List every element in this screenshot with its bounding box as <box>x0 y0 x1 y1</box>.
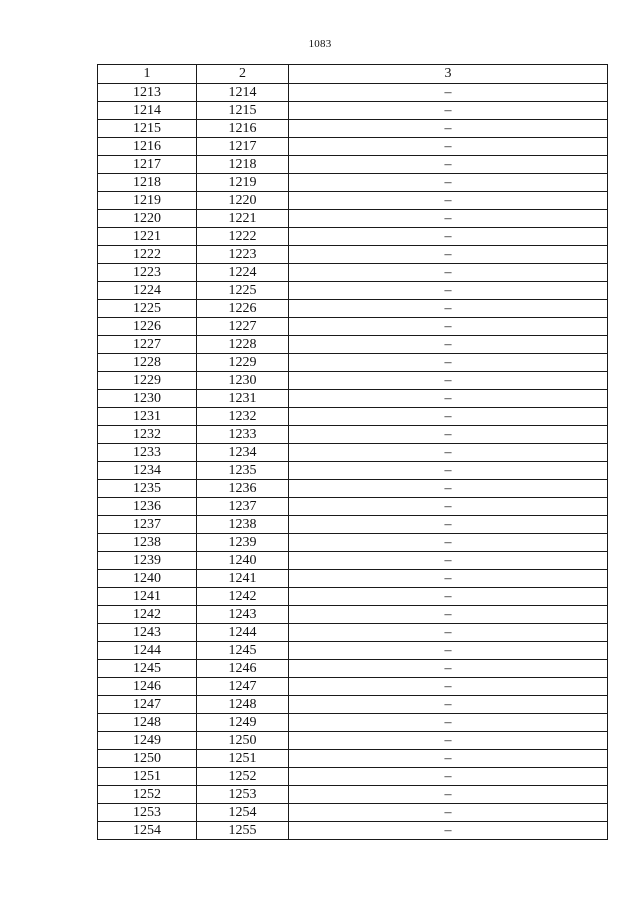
table-cell-col-2: 1254 <box>197 804 289 822</box>
table-row <box>98 660 608 678</box>
table-cell-col-2: 1248 <box>197 696 289 714</box>
table-row <box>98 732 608 750</box>
table-cell-col-3: – <box>289 246 608 264</box>
table-cell-col-2: 1222 <box>197 228 289 246</box>
table-cell-col-1: 1239 <box>98 552 197 570</box>
table-cell-col-3: – <box>289 498 608 516</box>
table-cell-col-3: – <box>289 300 608 318</box>
table-row <box>98 84 608 102</box>
table-cell-col-3: – <box>289 408 608 426</box>
table-cell-col-1: 1214 <box>98 102 197 120</box>
table-cell-col-3: – <box>289 444 608 462</box>
table-cell-col-1: 1228 <box>98 354 197 372</box>
table-cell-col-2: 1242 <box>197 588 289 606</box>
table-cell-col-3: – <box>289 372 608 390</box>
table-cell-col-1: 1240 <box>98 570 197 588</box>
table-row <box>98 336 608 354</box>
table-row <box>98 120 608 138</box>
table-cell-col-2: 1227 <box>197 318 289 336</box>
table-header <box>98 65 608 84</box>
table-cell-col-1: 1241 <box>98 588 197 606</box>
table-cell-col-2: 1240 <box>197 552 289 570</box>
table-cell-col-2: 1234 <box>197 444 289 462</box>
table-row <box>98 462 608 480</box>
column-header-2: 2 <box>197 65 289 84</box>
table-row <box>98 534 608 552</box>
table-cell-col-2: 1230 <box>197 372 289 390</box>
table-row <box>98 516 608 534</box>
table-cell-col-2: 1219 <box>197 174 289 192</box>
table-cell-col-3: – <box>289 282 608 300</box>
page-number: 1083 <box>308 38 332 50</box>
table-cell-col-3: – <box>289 138 608 156</box>
table-cell-col-3: – <box>289 714 608 732</box>
table-cell-col-1: 1244 <box>98 642 197 660</box>
table-cell-col-1: 1217 <box>98 156 197 174</box>
table-cell-col-3: – <box>289 822 608 840</box>
table-cell-col-3: – <box>289 462 608 480</box>
table-cell-col-3: – <box>289 642 608 660</box>
table-row <box>98 138 608 156</box>
table-cell-col-3: – <box>289 336 608 354</box>
table-cell-col-1: 1223 <box>98 264 197 282</box>
table-cell-col-3: – <box>289 534 608 552</box>
table-cell-col-3: – <box>289 84 608 102</box>
table-cell-col-1: 1230 <box>98 390 197 408</box>
table-cell-col-2: 1253 <box>197 786 289 804</box>
table-cell-col-1: 1220 <box>98 210 197 228</box>
table-cell-col-2: 1251 <box>197 750 289 768</box>
table-row <box>98 174 608 192</box>
table-cell-col-1: 1235 <box>98 480 197 498</box>
table-cell-col-2: 1221 <box>197 210 289 228</box>
table-cell-col-1: 1246 <box>98 678 197 696</box>
table-cell-col-2: 1217 <box>197 138 289 156</box>
table-cell-col-3: – <box>289 102 608 120</box>
table-cell-col-1: 1254 <box>98 822 197 840</box>
column-header-1: 1 <box>98 65 197 84</box>
table-cell-col-3: – <box>289 786 608 804</box>
table-cell-col-1: 1245 <box>98 660 197 678</box>
table-cell-col-1: 1253 <box>98 804 197 822</box>
table-row <box>98 588 608 606</box>
table-cell-col-3: – <box>289 516 608 534</box>
table-cell-col-1: 1252 <box>98 786 197 804</box>
table-cell-col-1: 1243 <box>98 624 197 642</box>
table-cell-col-1: 1222 <box>98 246 197 264</box>
table-cell-col-2: 1241 <box>197 570 289 588</box>
table-cell-col-1: 1249 <box>98 732 197 750</box>
table-cell-col-1: 1229 <box>98 372 197 390</box>
table-cell-col-2: 1224 <box>197 264 289 282</box>
table-cell-col-3: – <box>289 354 608 372</box>
table-row <box>98 642 608 660</box>
table-row <box>98 804 608 822</box>
table-cell-col-1: 1238 <box>98 534 197 552</box>
table-row <box>98 318 608 336</box>
table-cell-col-2: 1239 <box>197 534 289 552</box>
table-cell-col-3: – <box>289 228 608 246</box>
table-cell-col-1: 1236 <box>98 498 197 516</box>
table-row <box>98 246 608 264</box>
table-cell-col-2: 1250 <box>197 732 289 750</box>
table-row <box>98 606 608 624</box>
table-cell-col-1: 1215 <box>98 120 197 138</box>
table-row <box>98 102 608 120</box>
table-cell-col-1: 1242 <box>98 606 197 624</box>
table-row <box>98 498 608 516</box>
table-cell-col-1: 1225 <box>98 300 197 318</box>
table-cell-col-2: 1229 <box>197 354 289 372</box>
table-cell-col-2: 1216 <box>197 120 289 138</box>
table-cell-col-1: 1221 <box>98 228 197 246</box>
table-cell-col-1: 1251 <box>98 768 197 786</box>
table-cell-col-1: 1219 <box>98 192 197 210</box>
table-cell-col-3: – <box>289 210 608 228</box>
table-cell-col-1: 1232 <box>98 426 197 444</box>
table-cell-col-3: – <box>289 750 608 768</box>
table-cell-col-1: 1247 <box>98 696 197 714</box>
table-cell-col-3: – <box>289 390 608 408</box>
table-cell-col-3: – <box>289 426 608 444</box>
table-cell-col-3: – <box>289 570 608 588</box>
table-cell-col-3: – <box>289 588 608 606</box>
table-cell-col-1: 1250 <box>98 750 197 768</box>
table-row <box>98 678 608 696</box>
table-cell-col-3: – <box>289 192 608 210</box>
table-row <box>98 210 608 228</box>
table-row <box>98 354 608 372</box>
table-cell-col-2: 1214 <box>197 84 289 102</box>
table-cell-col-2: 1245 <box>197 642 289 660</box>
header-row <box>98 65 608 84</box>
table-cell-col-2: 1243 <box>197 606 289 624</box>
table-row <box>98 228 608 246</box>
table-cell-col-1: 1233 <box>98 444 197 462</box>
table-cell-col-3: – <box>289 264 608 282</box>
table-cell-col-3: – <box>289 120 608 138</box>
table-row <box>98 426 608 444</box>
table-row <box>98 624 608 642</box>
table-cell-col-1: 1231 <box>98 408 197 426</box>
table-cell-col-2: 1246 <box>197 660 289 678</box>
table-cell-col-2: 1231 <box>197 390 289 408</box>
table-cell-col-3: – <box>289 768 608 786</box>
table-row <box>98 300 608 318</box>
table-row <box>98 192 608 210</box>
table-row <box>98 156 608 174</box>
table-cell-col-2: 1237 <box>197 498 289 516</box>
table-cell-col-3: – <box>289 696 608 714</box>
table-cell-col-2: 1215 <box>197 102 289 120</box>
table-cell-col-2: 1218 <box>197 156 289 174</box>
table-row <box>98 264 608 282</box>
table-row <box>98 372 608 390</box>
table-row <box>98 768 608 786</box>
table-cell-col-2: 1226 <box>197 300 289 318</box>
table-row <box>98 390 608 408</box>
table-cell-col-2: 1244 <box>197 624 289 642</box>
column-header-3: 3 <box>289 65 608 84</box>
table-cell-col-3: – <box>289 732 608 750</box>
table-row <box>98 714 608 732</box>
table-cell-col-1: 1237 <box>98 516 197 534</box>
table-row <box>98 444 608 462</box>
table-cell-col-3: – <box>289 606 608 624</box>
table-row <box>98 480 608 498</box>
table-cell-col-3: – <box>289 174 608 192</box>
table-row <box>98 408 608 426</box>
table-row <box>98 750 608 768</box>
table-row <box>98 786 608 804</box>
table-row <box>98 696 608 714</box>
data-table <box>97 64 608 840</box>
table-cell-col-1: 1227 <box>98 336 197 354</box>
table-cell-col-2: 1235 <box>197 462 289 480</box>
table-row <box>98 552 608 570</box>
table-cell-col-2: 1233 <box>197 426 289 444</box>
table-cell-col-1: 1218 <box>98 174 197 192</box>
table-cell-col-1: 1226 <box>98 318 197 336</box>
table-row <box>98 282 608 300</box>
table-body <box>98 84 608 840</box>
table-cell-col-1: 1234 <box>98 462 197 480</box>
table-cell-col-2: 1225 <box>197 282 289 300</box>
table-cell-col-2: 1232 <box>197 408 289 426</box>
table-cell-col-3: – <box>289 552 608 570</box>
table-cell-col-2: 1252 <box>197 768 289 786</box>
table-cell-col-3: – <box>289 318 608 336</box>
table-cell-col-3: – <box>289 624 608 642</box>
table-cell-col-3: – <box>289 480 608 498</box>
table-cell-col-2: 1236 <box>197 480 289 498</box>
table-cell-col-3: – <box>289 678 608 696</box>
table-cell-col-3: – <box>289 660 608 678</box>
table-cell-col-2: 1228 <box>197 336 289 354</box>
table-cell-col-3: – <box>289 804 608 822</box>
table-cell-col-2: 1255 <box>197 822 289 840</box>
table-row <box>98 570 608 588</box>
table-cell-col-2: 1220 <box>197 192 289 210</box>
table-cell-col-3: – <box>289 156 608 174</box>
table-cell-col-1: 1216 <box>98 138 197 156</box>
table-cell-col-1: 1248 <box>98 714 197 732</box>
table-cell-col-2: 1223 <box>197 246 289 264</box>
table-cell-col-2: 1249 <box>197 714 289 732</box>
table-cell-col-2: 1247 <box>197 678 289 696</box>
table-row <box>98 822 608 840</box>
table-cell-col-1: 1213 <box>98 84 197 102</box>
table-cell-col-1: 1224 <box>98 282 197 300</box>
table-cell-col-2: 1238 <box>197 516 289 534</box>
